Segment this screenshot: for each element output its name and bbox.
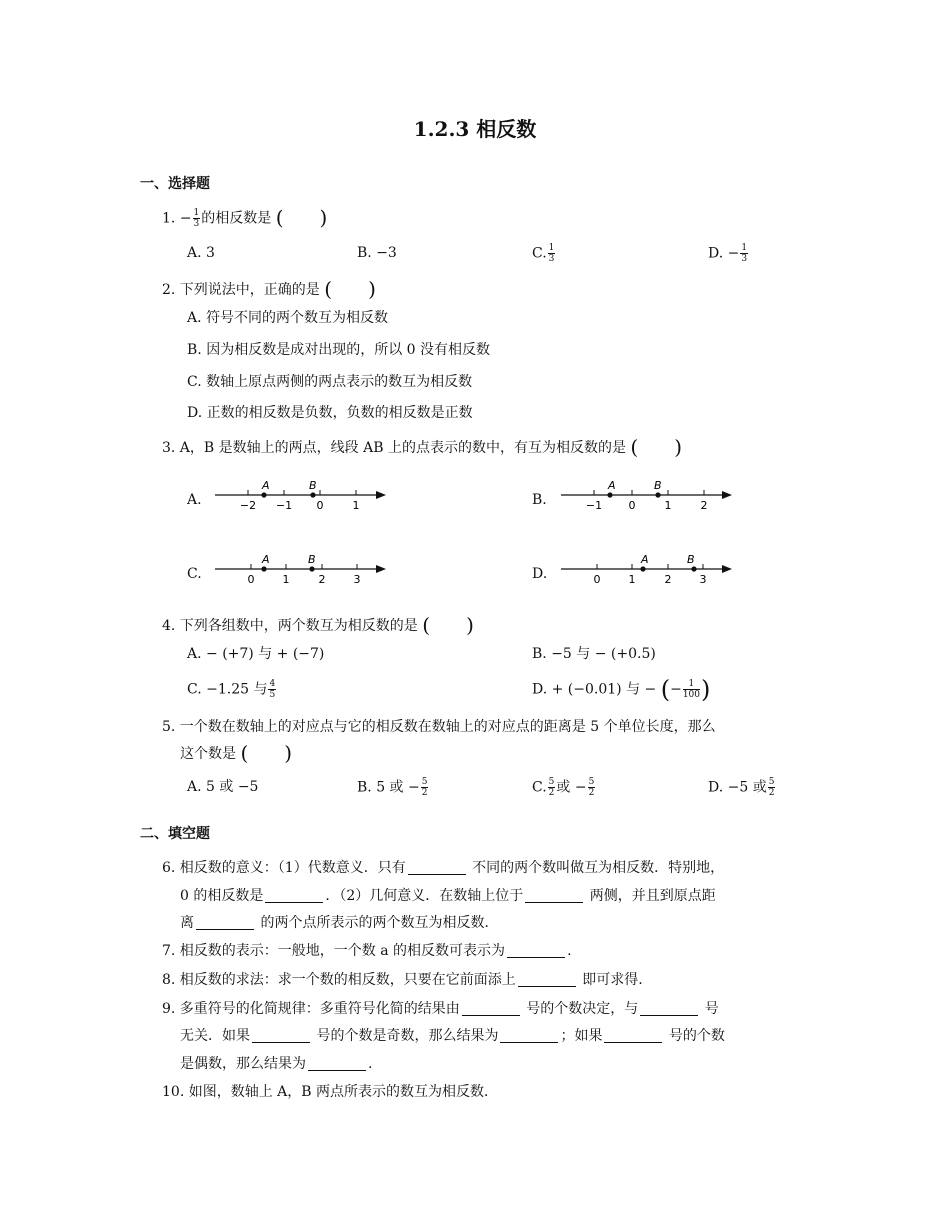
arrow-icon <box>722 491 732 499</box>
q1-option-a: A. 3 <box>187 245 215 261</box>
number-line-c <box>210 550 390 590</box>
answer-blank[interactable] <box>308 1056 366 1071</box>
point-b-label: B <box>309 479 317 492</box>
point-a-dot <box>640 566 645 571</box>
answer-paren-open: ( <box>275 205 284 230</box>
point-a-label: A <box>608 479 616 492</box>
q4-option-c: C. −1.25 与 $\frac{4}{5}$ <box>187 679 276 700</box>
answer-blank[interactable] <box>265 888 323 903</box>
q5-option-d: D. −5 或 $\frac{5}{2}$ <box>708 777 775 798</box>
number-line-d <box>556 550 736 590</box>
q1-option-d: D. − $\frac{1}{3}$ <box>708 243 748 264</box>
tick-label: −1 <box>585 499 603 512</box>
question-1 <box>162 205 328 230</box>
answer-paren-open: ( <box>240 741 249 765</box>
tick-label: −2 <box>239 499 257 512</box>
point-b-dot <box>655 492 660 497</box>
question-2: 2. 下列说法中，正确的是 ( ) <box>162 277 376 301</box>
answer-paren-close: ) <box>674 435 683 459</box>
point-a-label: A <box>262 553 270 566</box>
point-a-label: A <box>262 479 270 492</box>
point-a-dot <box>261 492 266 497</box>
point-a-dot <box>607 492 612 497</box>
tick-label: 3 <box>353 573 361 586</box>
q2-option-a: A. 符号不同的两个数互为相反数 <box>187 310 389 326</box>
section-heading-choice: 一、选择题 <box>140 176 210 192</box>
question-10: 10. 如图，数轴上 A，B 两点所表示的数互为相反数． <box>162 1084 499 1100</box>
point-b-dot <box>310 492 315 497</box>
question-3: 3. A，B 是数轴上的两点，线段 AB 上的点表示的数中，有互为相反数的是 ( ) <box>162 435 683 459</box>
tick-label: 0 <box>628 499 636 512</box>
answer-paren-close: ) <box>284 741 293 765</box>
q2-option-b: B. 因为相反数是成对出现的，所以 0 没有相反数 <box>187 342 490 358</box>
q3-option-c-label: C. <box>187 566 202 582</box>
tick-label: 0 <box>316 499 324 512</box>
question-number: 1. <box>162 210 176 227</box>
q3-option-d-label: D. <box>532 566 548 582</box>
answer-blank[interactable] <box>518 972 576 987</box>
answer-blank[interactable] <box>640 1001 698 1016</box>
point-a-dot <box>261 566 266 571</box>
question-6-line-1: 6. 相反数的意义：（1）代数意义．只有 不同的两个数叫做互为相反数．特别地， <box>162 860 725 876</box>
q5-option-b: B. 5 或 − $\frac{5}{2}$ <box>357 777 428 798</box>
q4-option-d: D. + (−0.01) 与 − (− $\frac{1}{100}$ ) <box>532 675 711 704</box>
arrow-icon <box>376 491 386 499</box>
question-text: 的相反数是 <box>201 210 272 227</box>
answer-paren-close: ) <box>368 277 376 301</box>
fraction-one-third: $\frac{1}{3}$ <box>193 208 200 229</box>
q5-option-a: A. 5 或 −5 <box>187 779 259 795</box>
tick-label: −1 <box>275 499 293 512</box>
question-6-line-2: 0 的相反数是 ．（2）几何意义．在数轴上位于 两侧，并且到原点距 <box>180 888 716 904</box>
tick-label: 0 <box>593 573 601 586</box>
tick-label: 1 <box>352 499 360 512</box>
tick-label: 3 <box>699 573 707 586</box>
q4-option-b: B. −5 与 − (+0.5) <box>532 646 656 662</box>
question-8: 8. 相反数的求法：求一个数的相反数，只要在它前面添上 即可求得. <box>162 972 643 988</box>
page-title: 1.2.3 相反数 <box>413 117 537 141</box>
answer-paren-open: ( <box>422 613 431 637</box>
point-b-label: B <box>687 553 695 566</box>
answer-paren-close: ) <box>319 205 328 230</box>
number-line-a <box>210 476 390 516</box>
answer-blank[interactable] <box>500 1028 558 1043</box>
minus-sign: − <box>179 210 192 227</box>
tick-label: 2 <box>664 573 672 586</box>
question-9-line-3: 是偶数，那么结果为 . <box>180 1056 373 1072</box>
point-b-label: B <box>654 479 662 492</box>
tick-label: 1 <box>282 573 290 586</box>
section-heading-fill: 二、填空题 <box>140 826 210 842</box>
arrow-icon <box>376 565 386 573</box>
point-b-dot <box>309 566 314 571</box>
answer-blank[interactable] <box>252 1028 310 1043</box>
answer-blank[interactable] <box>525 888 583 903</box>
q5-option-c: C. $\frac{5}{2}$ 或 − $\frac{5}{2}$ <box>532 777 595 798</box>
question-5-line-2: 这个数是 ( ) <box>180 741 293 765</box>
point-b-dot <box>691 566 696 571</box>
question-9-line-2: 无关．如果 号的个数是奇数，那么结果为 ；如果 号的个数 <box>180 1028 725 1044</box>
answer-paren-open: ( <box>630 435 639 459</box>
answer-paren-close: ) <box>466 613 474 637</box>
q4-option-a: A. − (+7) 与 + (−7) <box>187 646 325 662</box>
tick-label: 2 <box>318 573 326 586</box>
arrow-icon <box>722 565 732 573</box>
question-5-line-1: 5. 一个数在数轴上的对应点与它的相反数在数轴上的对应点的距离是 5 个单位长度，那么 <box>162 719 716 735</box>
q1-option-c: C. $\frac{1}{3}$ <box>532 243 555 264</box>
tick-label: 2 <box>700 499 708 512</box>
tick-label: 0 <box>247 573 255 586</box>
answer-blank[interactable] <box>196 915 254 930</box>
answer-blank[interactable] <box>408 860 466 875</box>
q2-option-c: C. 数轴上原点两侧的两点表示的数互为相反数 <box>187 374 473 390</box>
question-6-line-3: 离 的两个点所表示的两个数互为相反数． <box>180 915 499 931</box>
q3-option-a-label: A. <box>187 492 202 508</box>
q2-option-d: D. 正数的相反数是负数，负数的相反数是正数 <box>187 405 473 421</box>
number-line-b <box>556 476 736 516</box>
q3-option-b-label: B. <box>532 492 547 508</box>
tick-label: 1 <box>664 499 672 512</box>
question-7: 7. 相反数的表示：一般地，一个数 a 的相反数可表示为 . <box>162 943 572 959</box>
answer-blank[interactable] <box>462 1001 520 1016</box>
answer-blank[interactable] <box>604 1028 662 1043</box>
answer-paren-open: ( <box>324 277 333 301</box>
answer-blank[interactable] <box>507 943 565 958</box>
tick-label: 1 <box>628 573 636 586</box>
q1-option-b: B. −3 <box>357 245 397 261</box>
point-a-label: A <box>641 553 649 566</box>
point-b-label: B <box>308 553 316 566</box>
question-9-line-1: 9. 多重符号的化简规律：多重符号化简的结果由 号的个数决定，与 号 <box>162 1001 719 1017</box>
question-4: 4. 下列各组数中，两个数互为相反数的是 ( ) <box>162 613 474 637</box>
